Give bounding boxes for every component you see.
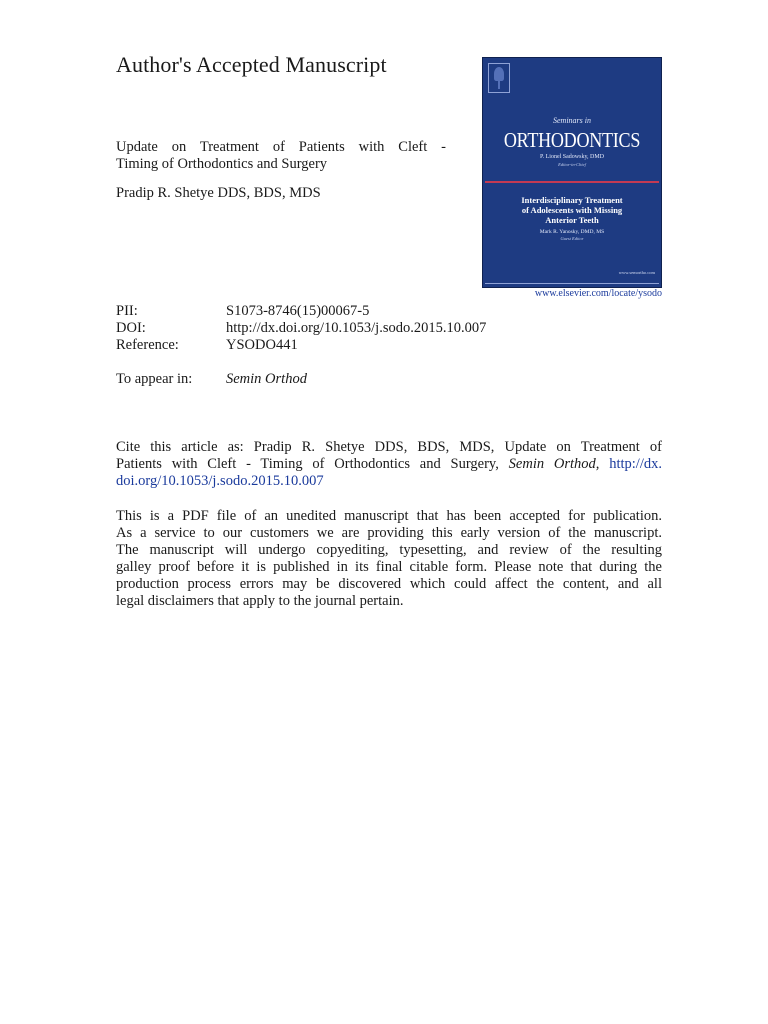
cover-divider (485, 181, 659, 183)
cover-issue-line-1: Interdisciplinary Treatment (521, 195, 623, 205)
citation-line-2 (116, 456, 662, 473)
cover-issue-line-3: Anterior Teeth (545, 215, 599, 225)
appear-value: Semin Orthod (226, 371, 307, 387)
disclaimer-line: This is a PDF file of an unedited manuscript that has been accepted for publication. (116, 508, 662, 524)
pii-value: S1073-8746(15)00067-5 (226, 303, 370, 319)
article-title-line-2: Timing of Orthodontics and Surgery (116, 156, 328, 172)
citation-doi-link-start[interactable]: http://dx. (609, 456, 662, 472)
disclaimer-line: The manuscript will undergo copyediting, typesetting, and review of the resulting (116, 542, 662, 558)
disclaimer-line: galley proof before it is published in its final citable form. Please note that during the (116, 559, 662, 575)
page-heading: Author's Accepted Manuscript (116, 52, 387, 77)
cover-journal-name: ORTHODONTICS (503, 128, 641, 152)
cover-website: www.semortho.com (618, 270, 655, 275)
cover-guest-role: Guest Editor (560, 236, 584, 241)
disclaimer-line: production process errors may be discovered which could affect the content, and all (116, 576, 662, 592)
cover-editor-role: Editor-in-Chief (558, 162, 586, 167)
citation-paragraph (116, 439, 662, 490)
cover-series: Seminars in (553, 116, 591, 125)
doi-label: DOI: (116, 320, 146, 336)
tree-trunk (498, 80, 500, 89)
cover-issue-title (483, 195, 661, 225)
citation-doi-link-end[interactable]: doi.org/10.1053/j.sodo.2015.10.007 (116, 473, 324, 489)
citation-journal: Semin Orthod, (508, 456, 600, 472)
journal-cover (482, 57, 662, 288)
disclaimer-paragraph (116, 508, 662, 610)
disclaimer-line: As a service to our customers we are providing this early version of the manuscript. (116, 525, 662, 541)
citation-line-1: Cite this article as: Pradip R. Shetye DDS, BDS, MDS, Update on Treatment of (116, 439, 662, 455)
reference-value: YSODO441 (226, 337, 298, 353)
disclaimer-line: legal disclaimers that apply to the journal pertain. (116, 593, 404, 609)
article-authors: Pradip R. Shetye DDS, BDS, MDS (116, 185, 321, 201)
doi-value: http://dx.doi.org/10.1053/j.sodo.2015.10.007 (226, 320, 487, 336)
pii-label: PII: (116, 303, 138, 319)
reference-label: Reference: (116, 337, 179, 353)
citation-text: Patients with Cleft - Timing of Orthodontics and Surgery, (116, 456, 499, 472)
article-title (116, 139, 446, 173)
appear-label: To appear in: (116, 371, 193, 387)
journal-url-link[interactable]: www.elsevier.com/locate/ysodo (534, 288, 662, 299)
cover-footer-rule (485, 283, 659, 284)
elsevier-logo-icon (488, 63, 510, 93)
cover-issue-line-2: of Adolescents with Missing (521, 205, 623, 215)
tree-icon (494, 67, 504, 81)
article-title-line-1: Update on Treatment of Patients with Cleft - (116, 139, 446, 155)
cover-editor: P. Lionel Sadowsky, DMD (539, 154, 605, 160)
cover-guest-editor: Mark R. Yanosky, DMD, MS (539, 229, 605, 235)
